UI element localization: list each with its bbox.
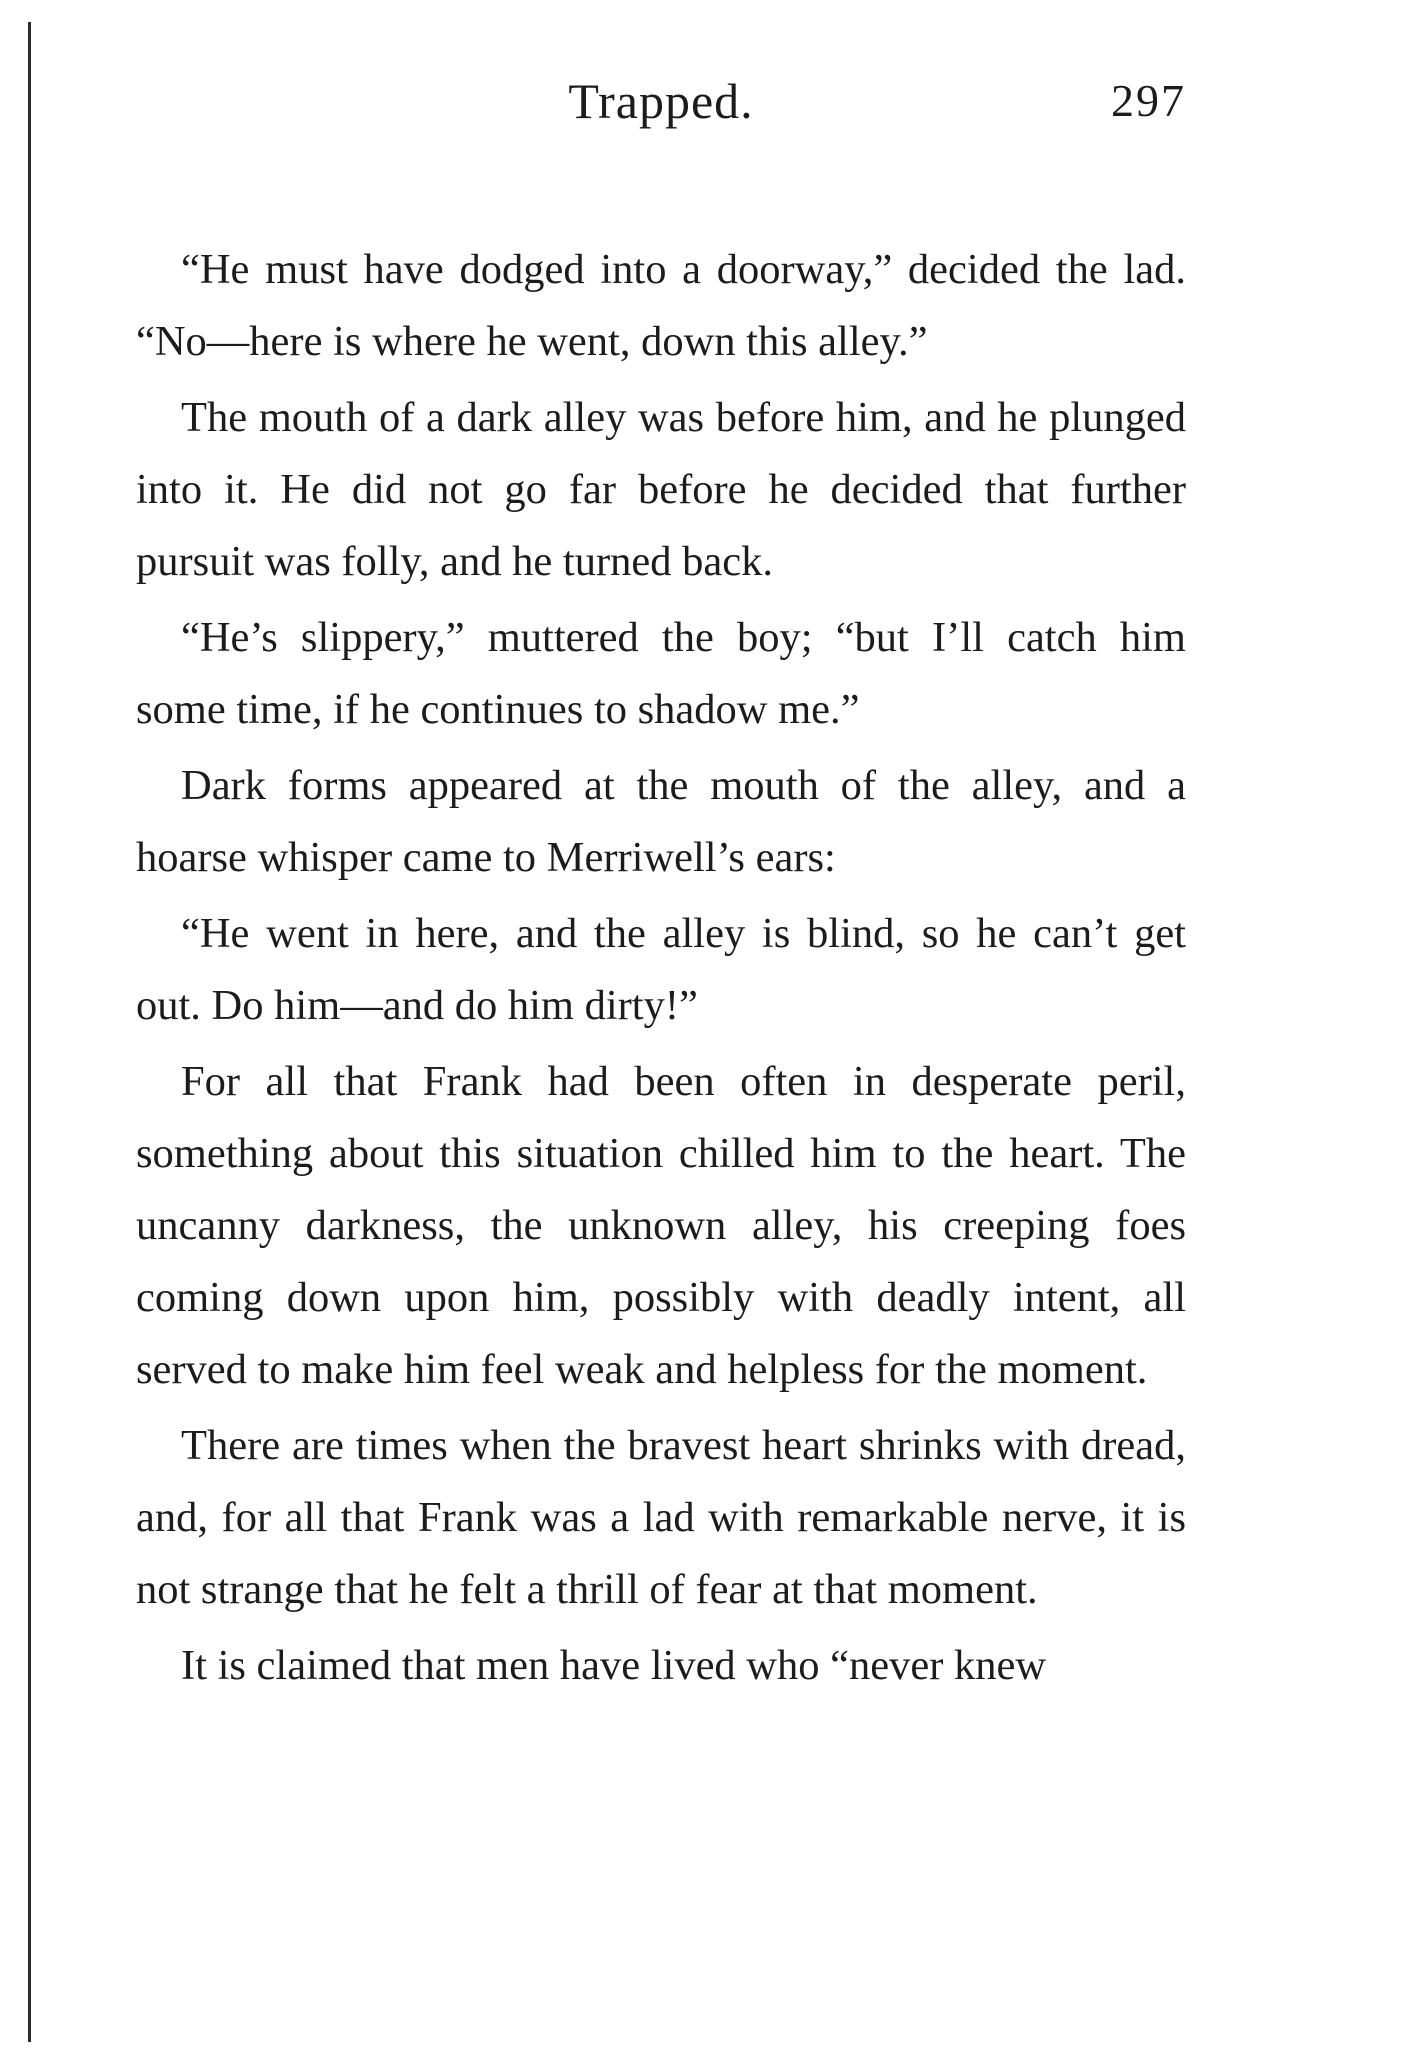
- page-number: 297: [1111, 75, 1186, 126]
- paragraph-8: It is claimed that men have lived who “never knew: [181, 1642, 1047, 1689]
- paragraph-4: Dark forms appeared at the mouth of the alley, and a hoarse whisper came to Merriwell’s ears:: [136, 762, 1186, 881]
- running-title: Trapped.: [568, 73, 754, 129]
- paragraph-6: For all that Frank had been often in desperate peril, something about this situation chilled him to the heart. The uncanny darkness, the unknown alley, his creeping foes coming down upon him, possibly with deadly intent, all served to make him feel weak and helpless for the moment.: [136, 1058, 1186, 1393]
- paragraph-7: There are times when the bravest heart shrinks with dread, and, for all that Frank was a lad with remarkable nerve, it is not strange that he felt a thrill of fear at that moment.: [136, 1422, 1186, 1613]
- page-binding-edge: [28, 22, 31, 2042]
- paragraph-1: “He must have dodged into a doorway,” decided the lad. “No—here is where he went, down this alley.”: [136, 246, 1186, 365]
- book-page: [136, 72, 1186, 1706]
- running-head: [136, 72, 1186, 150]
- paragraph-2: The mouth of a dark alley was before him, and he plunged into it. He did not go far before he decided that further pursuit was folly, and he turned back.: [136, 394, 1186, 585]
- paragraph-3: “He’s slippery,” muttered the boy; “but I’ll catch him some time, if he continues to shadow me.”: [136, 614, 1186, 733]
- paragraph-5: “He went in here, and the alley is blind, so he can’t get out. Do him—and do him dirty!”: [136, 910, 1186, 1029]
- body-text: [136, 234, 1186, 1702]
